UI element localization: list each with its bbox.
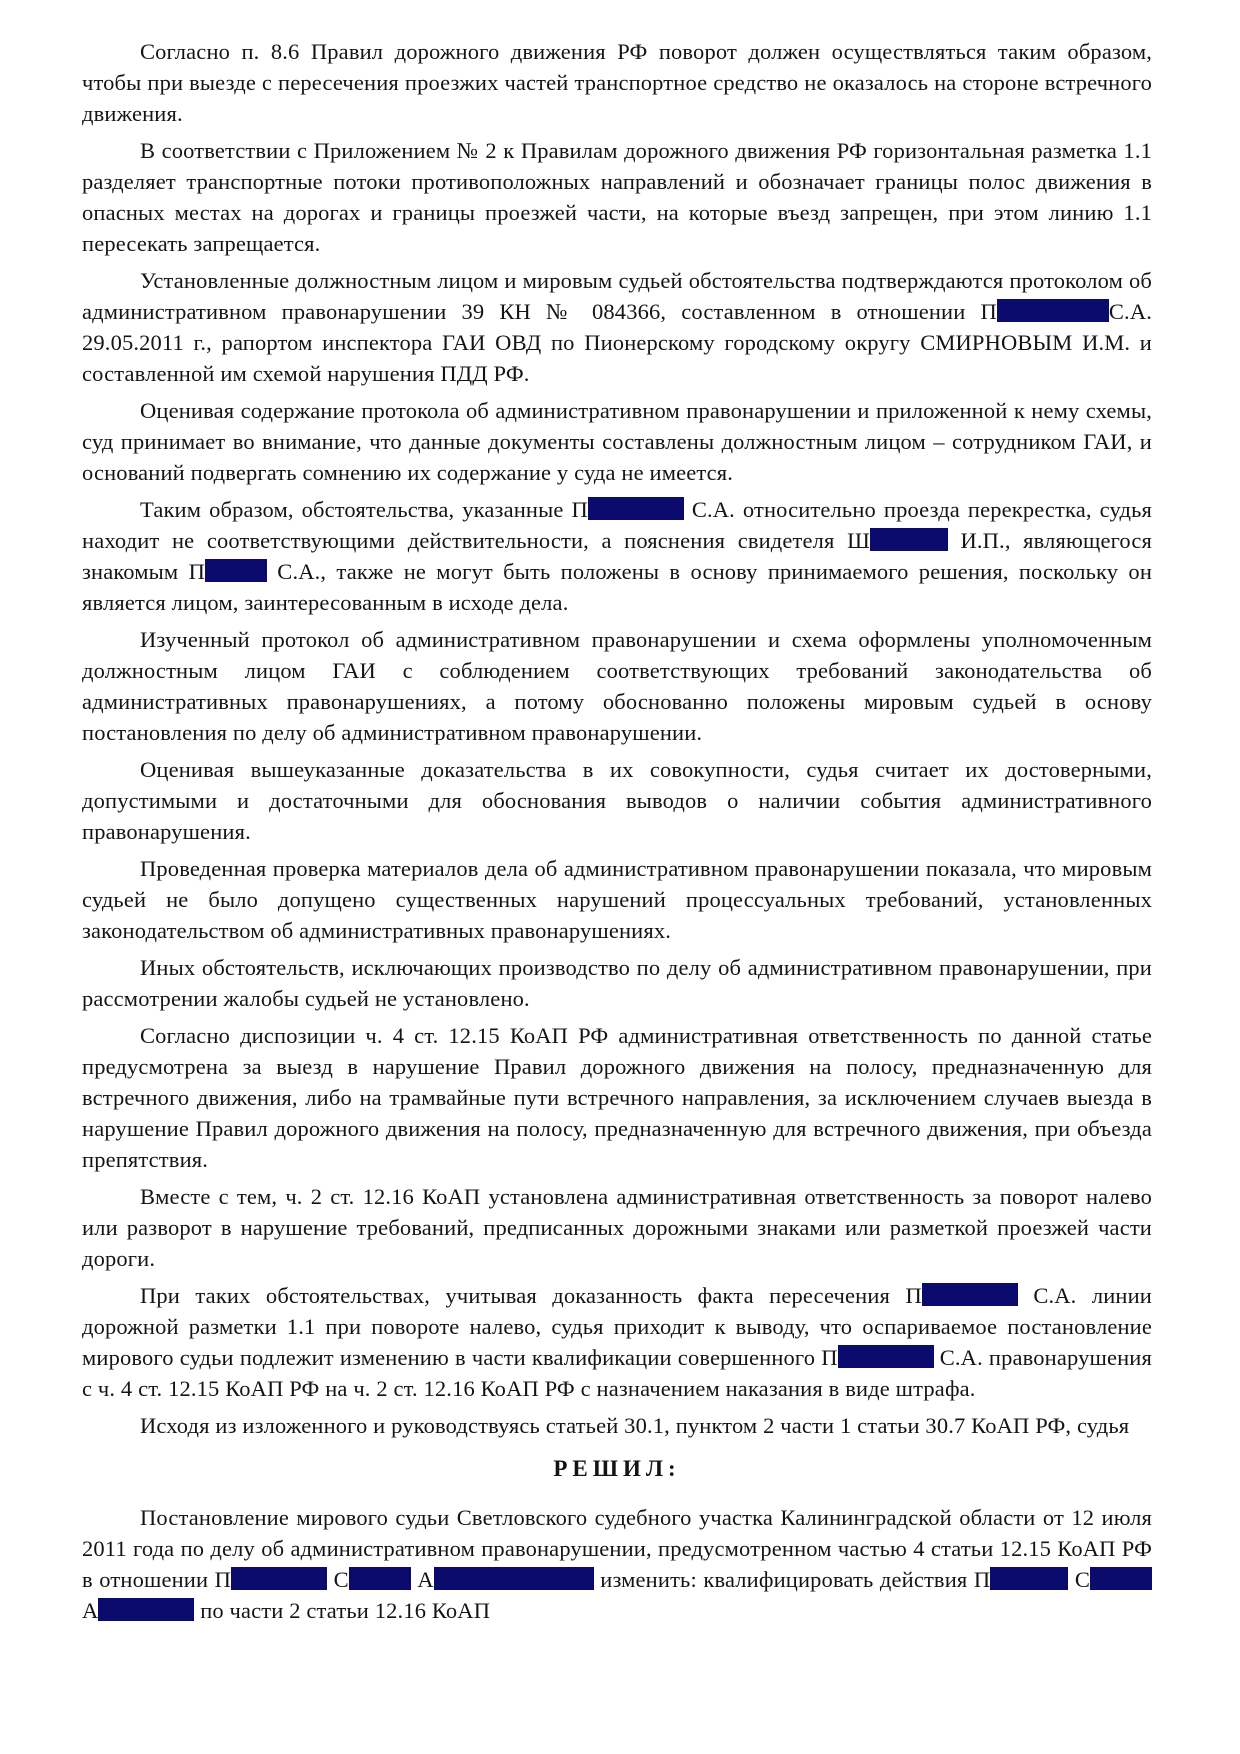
document-body [82,36,1152,1626]
decision-heading: РЕШИЛ: [553,1456,681,1481]
redaction-block [349,1567,411,1590]
paragraph-article-12-15: Согласно диспозиции ч. 4 ст. 12.15 КоАП РФ административная ответственность по данной статье предусмотрена за выезд в нарушение Правил дорожного движения на полосу, предназначенную для встречного движения, либо на трамвайные пути встречного направления, за исключением случаев выезда в нарушение Правил дорожного движения на полосу, предназначенную для встречного движения, при объезда препятствия. [82,1023,1152,1172]
paragraph-rule-8-6: Согласно п. 8.6 Правил дорожного движения РФ поворот должен осуществляться таким образом, чтобы при выезде с пересечения проезжих частей транспортное средство не оказалось на стороне встречного движения. [82,39,1152,126]
paragraph-evaluation: Оценивая содержание протокола об административном правонарушении и приложенной к нему схемы, суд принимает во внимание, что данные документы составлены должностным лицом – сотрудником ГАИ, и оснований подвергать сомнению их содержание у суда не имеется. [82,398,1152,485]
redaction-block [1090,1567,1152,1590]
redaction-block [870,528,948,551]
redaction-block [997,299,1109,322]
paragraph-protocol: Установленные должностным лицом и мировым судьей обстоятельства подтверждаются протоколом об административном правонарушении 39 КН № 084366, составленном в отношении П С.А. 29.05.2011 г., рапортом инспектора ГАИ ОВД по Пионерскому городскому округу СМИРНОВЫМ И.М. и составленной им схемой нарушения ПДД РФ. [82,268,1152,386]
redaction-block [922,1283,1018,1306]
redaction-block [838,1345,934,1368]
paragraph-marking-1-1: В соответствии с Приложением № 2 к Правилам дорожного движения РФ горизонтальная разметка 1.1 разделяет транспортные потоки противоположных направлений и обозначает границы полос движения в опасных местах на дорогах и границы проезжей части, на которые въезд запрещен, при этом линию 1.1 пересекать запрещается. [82,138,1152,256]
paragraph-guided-by: Исходя из изложенного и руководствуясь статьей 30.1, пунктом 2 части 1 статьи 30.7 КоАП РФ, судья [140,1413,1130,1438]
redaction-block [434,1567,594,1590]
redaction-block [990,1567,1068,1590]
paragraph-conclusion: При таких обстоятельствах, учитывая доказанность факта пересечения П С.А. линии дорожной разметки 1.1 при повороте налево, судья приходит к выводу, что оспариваемое постановление мирового судьи подлежит изменению в части квалификации совершенного П С.А. правонарушения с ч. 4 ст. 12.15 КоАП РФ на ч. 2 ст. 12.16 КоАП РФ с назначением наказания в виде штрафа. [82,1283,1153,1401]
paragraph-protocol-validity: Изученный протокол об административном правонарушении и схема оформлены уполномоченным должностным лицом ГАИ с соблюдением соответствующих требований законодательства об административных правонарушениях, а потому обоснованно положены мировым судьей в основу постановления по делу об административном правонарушении. [82,627,1152,745]
redaction-block [231,1567,327,1590]
redaction-block [98,1598,194,1621]
paragraph-check: Проведенная проверка материалов дела об административном правонарушении показала, что мировым судьей не было допущено существенных нарушений процессуальных требований, установленных законодательством об административных правонарушениях. [82,856,1152,943]
redaction-block [588,497,684,520]
paragraph-evidence: Оценивая вышеуказанные доказательства в их совокупности, судья считает их достоверными, допустимыми и достаточными для обоснования выводов о наличии события административного правонарушения. [82,757,1152,844]
paragraph-no-other-circumstances: Иных обстоятельств, исключающих производство по делу об административном правонарушении, при рассмотрении жалобы судьей не установлено. [82,955,1152,1011]
paragraph-witness: Таким образом, обстоятельства, указанные П С.А. относительно проезда перекрестка, судья находит не соответствующими действительности, а пояснения свидетеля Ш И.П., являющегося знакомым П С.А., также не могут быть положены в основу принимаемого решения, поскольку он является лицом, заинтересованным в исходе дела. [82,497,1153,615]
paragraph-article-12-16: Вместе с тем, ч. 2 ст. 12.16 КоАП установлена административная ответственность за поворот налево или разворот в нарушение требований, предписанных дорожными знаками или разметкой проезжей части дороги. [82,1184,1152,1271]
paragraph-decision: Постановление мирового судьи Светловского судебного участка Калининградской области от 12 июля 2011 года по делу об административном правонарушении, предусмотренном частью 4 статьи 12.15 КоАП РФ в отношении П С А изменить: квалифицировать действия П С А по части 2 статьи 12.16 КоАП [82,1505,1152,1623]
redaction-block [205,559,267,582]
